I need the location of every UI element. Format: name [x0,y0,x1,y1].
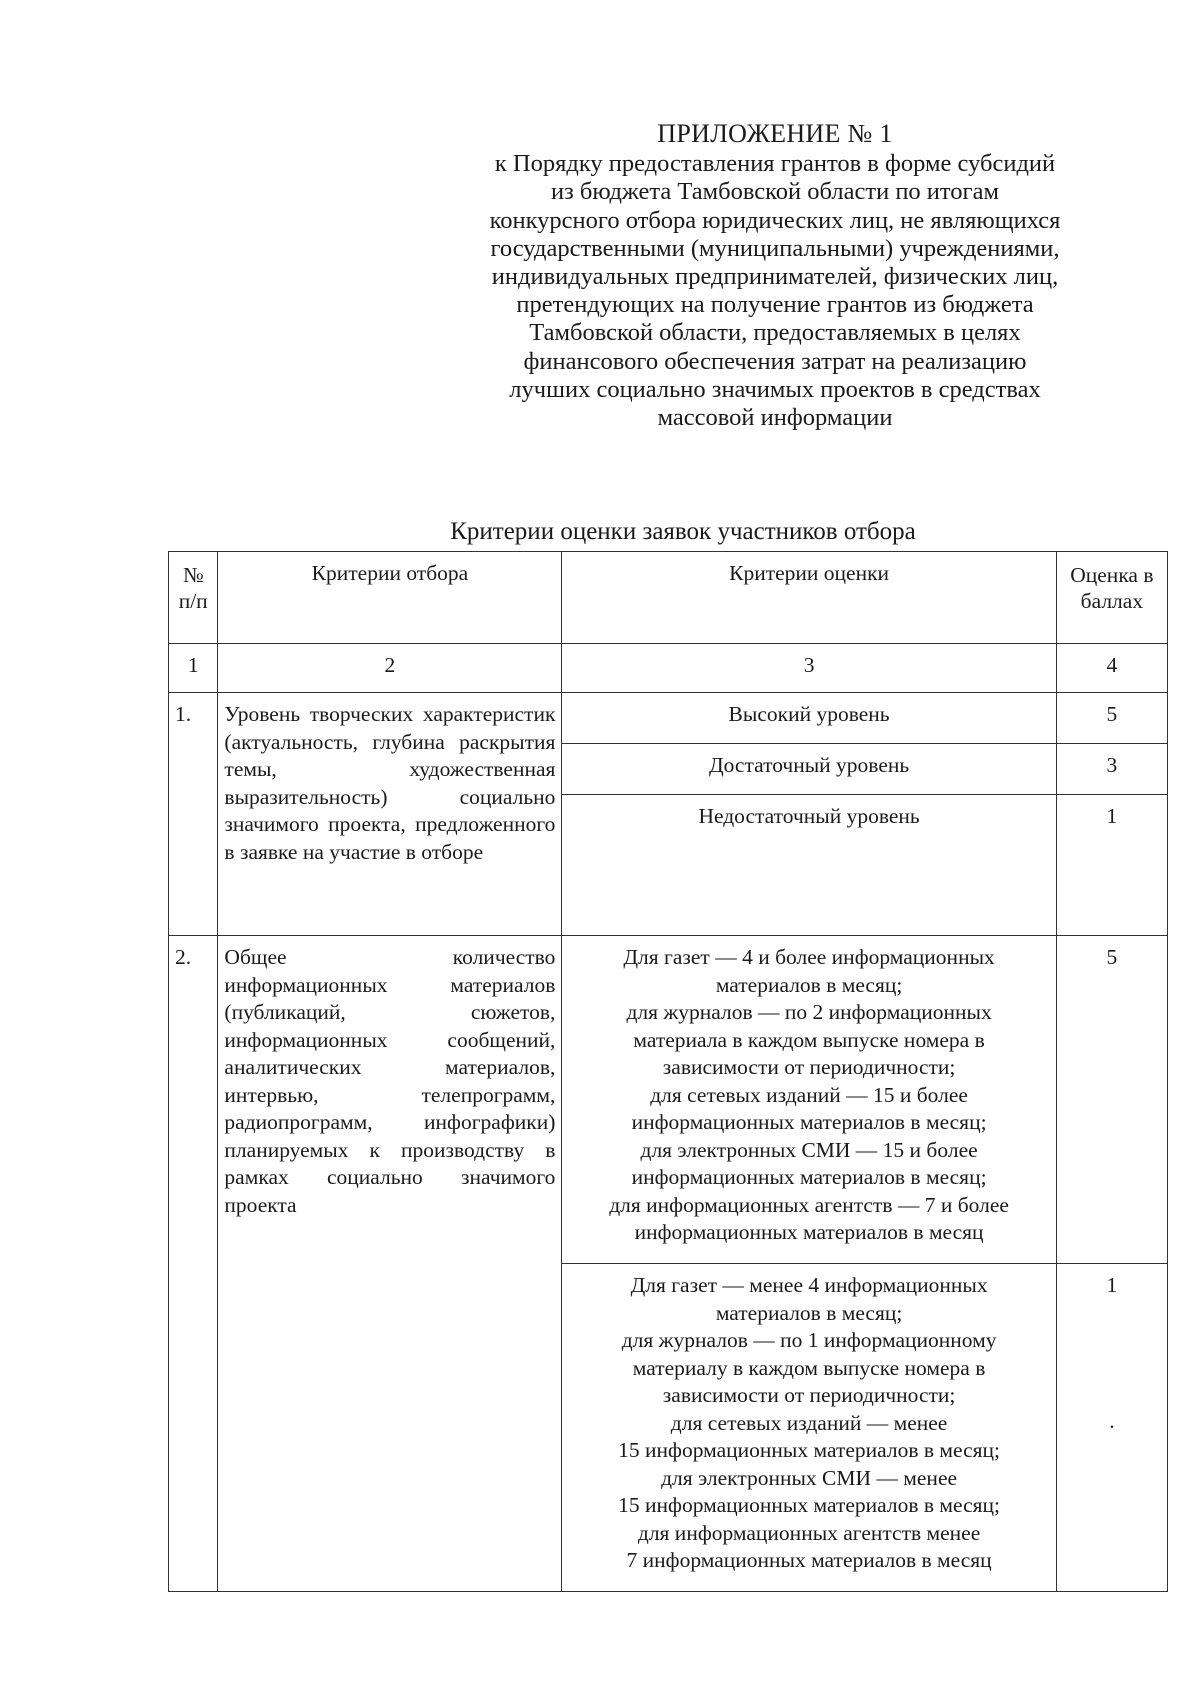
header-num: № п/п [169,552,218,644]
evaluation-cell [562,795,1056,936]
evaluation-line: для журналов — по 2 информационных [626,1000,992,1024]
table-title: Критерии оценки заявок участников отбора [450,518,916,545]
evaluation-line: для информационных агентств — 7 и более [609,1192,1009,1217]
annex-title: ПРИЛОЖЕНИЕ № 1 [657,119,893,148]
header-evaluation: Критерии оценки [562,552,1056,644]
evaluation-cell [562,744,1056,795]
evaluation-line: для электронных СМИ — 15 и более [640,1137,978,1162]
annex-line: претендующих на получение грантов из бюджета [516,291,1034,319]
annex-line: государственными (муниципальными) учреждениями, [490,234,1060,262]
evaluation-line: 7 информационных материалов в месяц [626,1548,992,1572]
row-number: 2. [169,936,218,1592]
evaluation-cell [562,693,1056,744]
evaluation-line: материалов в месяц; [715,972,903,997]
evaluation-line: Для газет — менее 4 информационных [630,1273,988,1297]
evaluation-line: 15 информационных материалов в месяц; [618,1438,1000,1462]
evaluation-line: информационных материалов в месяц; [631,1110,987,1134]
column-number: 2 [218,644,562,693]
score-cell: 3 [1056,744,1167,795]
table-row [169,693,1168,744]
annex-line: лучших социально значимых проектов в средствах [509,375,1041,403]
criteria-table [168,551,1168,1592]
score-cell [1056,1264,1167,1592]
column-number: 4 [1056,644,1167,693]
evaluation-line: Высокий уровень [728,702,890,726]
evaluation-line: для сетевых изданий — менее [670,1410,948,1435]
score-cell: 5 [1056,936,1167,1264]
score-value: 1 [1106,1273,1118,1297]
evaluation-line: для журналов — по 1 информационному [621,1328,997,1352]
annex-line: конкурсного отбора юридических лиц, не являющихся [489,206,1061,234]
evaluation-line: для сетевых изданий — 15 и более [650,1082,968,1107]
row-number: 1. [169,693,218,936]
annex-line: массовой информации [657,404,893,432]
column-number: 3 [562,644,1056,693]
column-number: 1 [169,644,218,693]
score-cell: 5 [1056,693,1167,744]
annex-line: к Порядку предоставления грантов в форме субсидий [494,150,1056,178]
header-score: Оценка в баллах [1056,552,1167,644]
header-criteria: Критерии отбора [218,552,562,644]
evaluation-line: для электронных СМИ — менее [661,1465,958,1490]
evaluation-cell [562,936,1056,1264]
stray-mark: . [1109,1408,1115,1433]
criteria-cell: Уровень творческих характеристик (актуальность, глубина раскрытия темы, художественная выразительность) социально значимого проекта, предложенного в заявке на участие в отборе [218,693,562,936]
evaluation-line: материалов в месяц; [715,1300,903,1325]
evaluation-line: информационных материалов в месяц; [631,1165,987,1189]
score-cell: 1 [1056,795,1167,936]
evaluation-line: 15 информационных материалов в месяц; [618,1493,1000,1517]
evaluation-line: Для газет — 4 и более информационных [623,945,995,969]
annex-line: финансового обеспечения затрат на реализацию [523,347,1027,375]
evaluation-line: для информационных агентств менее [637,1520,981,1545]
table-row [169,936,1168,1264]
annex-line: Тамбовской области, предоставляемых в целях [529,319,1021,347]
table-header-row [169,552,1168,644]
criteria-cell: Общее количество информационных материалов (публикаций, сюжетов, информационных сообщений, аналитических материалов, интервью, телепрограмм, радиопрограмм, инфографики) планируемых к производству в рамках социально значимого проекта [218,936,562,1592]
annex-header [430,120,1120,432]
evaluation-line: зависимости от периодичности; [662,1055,956,1079]
evaluation-line: Достаточный уровень [708,753,910,777]
evaluation-line: Недостаточный уровень [698,804,920,828]
evaluation-line: материалу в каждом выпуске номера в [632,1355,986,1380]
evaluation-line: информационных материалов в месяц [634,1220,984,1244]
evaluation-line: зависимости от периодичности; [662,1383,956,1407]
evaluation-cell [562,1264,1056,1592]
annex-line: из бюджета Тамбовской области по итогам [551,178,999,206]
evaluation-line: материала в каждом выпуске номера в [633,1027,985,1052]
column-number-row [169,644,1168,693]
annex-line: индивидуальных предпринимателей, физических лиц, [491,263,1059,291]
